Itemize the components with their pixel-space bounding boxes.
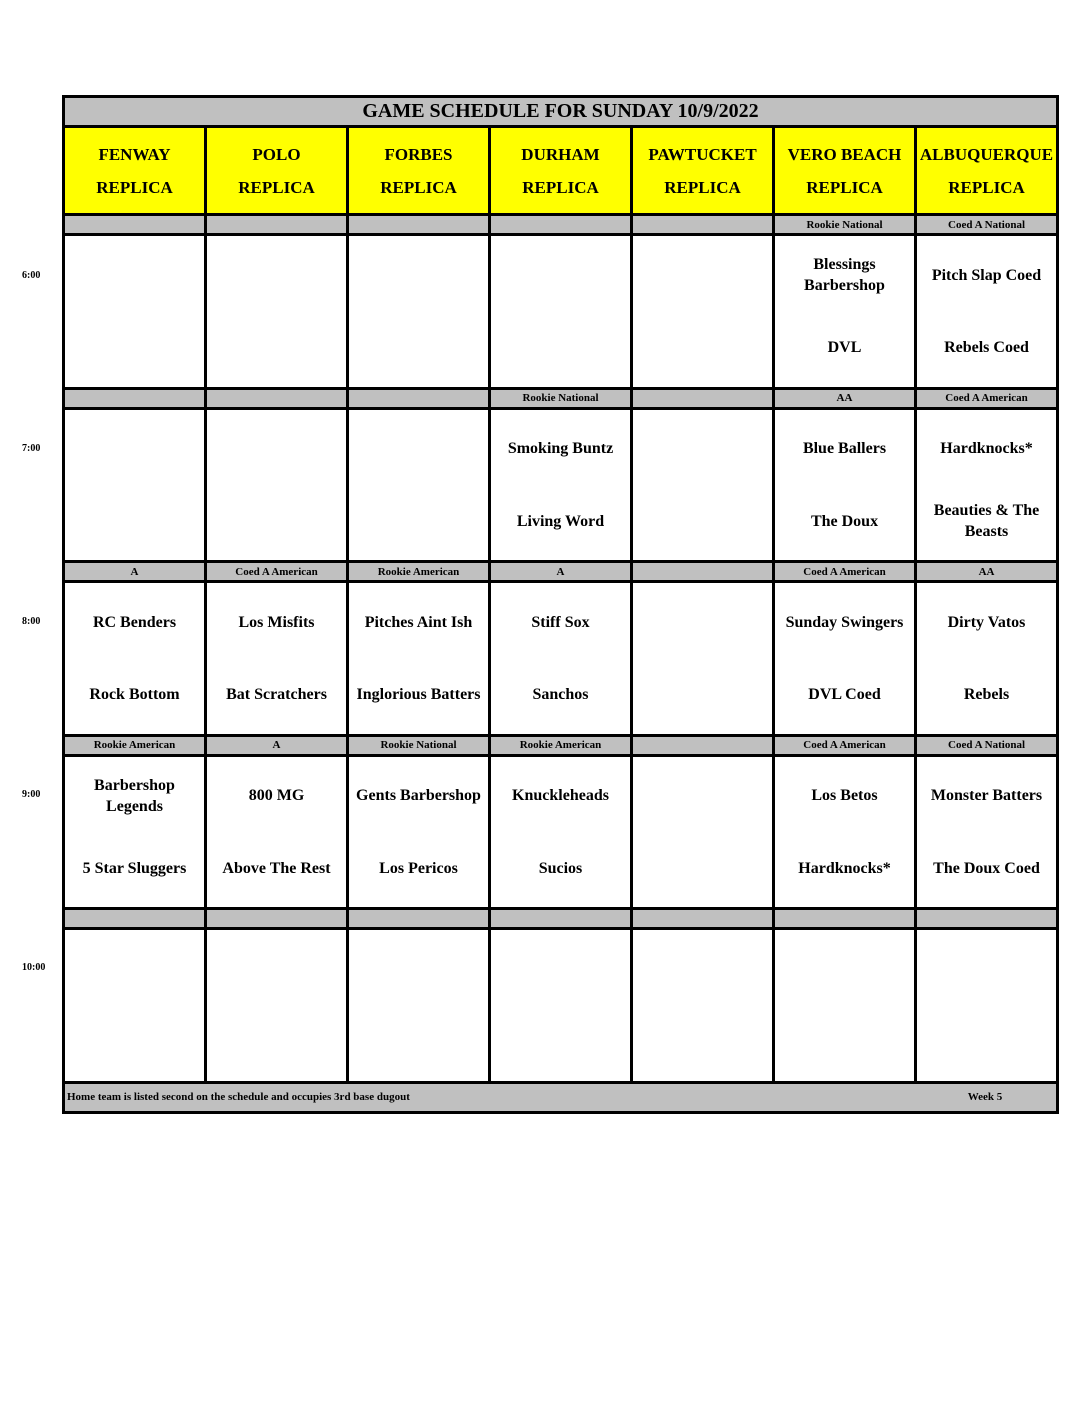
- game-cell: [632, 408, 774, 562]
- field-header-6: [916, 127, 1058, 215]
- game-cell: [206, 235, 348, 389]
- home-team: [633, 832, 772, 905]
- field-subtitle: REPLICA: [380, 177, 457, 197]
- division-label: Coed A National: [916, 735, 1058, 755]
- home-team: [633, 485, 772, 558]
- field-header-2: [348, 127, 490, 215]
- home-team: DVL Coed: [808, 686, 881, 704]
- home-team: [65, 485, 204, 558]
- division-label: Coed A American: [774, 735, 916, 755]
- home-team: [633, 312, 772, 385]
- game-cell: [348, 235, 490, 389]
- division-label: A: [64, 562, 206, 582]
- field-header-4: [632, 127, 774, 215]
- away-team: [349, 412, 488, 485]
- game-row: [64, 408, 1058, 562]
- away-team: Gents Barbershop: [356, 787, 481, 805]
- away-team: Pitch Slap Coed: [931, 266, 1042, 284]
- away-team: Hardknocks*: [940, 440, 1033, 458]
- home-team: Living Word: [516, 512, 605, 530]
- division-label: Coed A American: [206, 562, 348, 582]
- time-label: 10:00: [22, 962, 46, 973]
- home-team: [633, 658, 772, 731]
- footer-note: Home team is listed second on the schedule and occupies 3rd base dugout: [67, 1091, 410, 1104]
- home-team: Above The Rest: [222, 859, 331, 877]
- away-team: [207, 933, 346, 1006]
- game-cell: [348, 929, 490, 1083]
- home-team: Los Pericos: [379, 859, 458, 877]
- game-cell: [490, 755, 632, 909]
- game-cell: [490, 408, 632, 562]
- week-label: Week 5: [967, 1091, 1003, 1104]
- away-team: [491, 933, 630, 1006]
- time-label: 6:00: [22, 270, 41, 281]
- away-team: [349, 933, 488, 1006]
- division-label: [64, 909, 206, 929]
- home-team: [207, 1005, 346, 1078]
- home-team: 5 Star Sluggers: [82, 859, 187, 877]
- away-team: Knuckleheads: [512, 787, 609, 805]
- home-team: The Doux: [810, 512, 879, 530]
- away-team: [633, 933, 772, 1006]
- field-subtitle: REPLICA: [238, 177, 315, 197]
- away-team: [633, 412, 772, 485]
- home-team: [633, 1005, 772, 1078]
- division-label: Rookie National: [774, 215, 916, 235]
- field-header-1: [206, 127, 348, 215]
- division-label: [490, 215, 632, 235]
- away-team: [65, 239, 204, 312]
- division-row: [64, 215, 1058, 235]
- division-label: [490, 909, 632, 929]
- game-cell: [206, 408, 348, 562]
- away-team: [775, 933, 914, 1006]
- away-team: [917, 933, 1056, 1006]
- division-label: A: [490, 562, 632, 582]
- game-row: [64, 235, 1058, 389]
- time-slots: [64, 215, 1058, 1082]
- field-header-5: [774, 127, 916, 215]
- home-team: [491, 312, 630, 385]
- game-cell: [774, 582, 916, 736]
- time-label: 7:00: [22, 443, 41, 454]
- division-label: Rookie National: [490, 388, 632, 408]
- home-team: Hardknocks*: [798, 859, 891, 877]
- away-team: [65, 412, 204, 485]
- home-team: Sanchos: [532, 686, 589, 704]
- home-team: The Doux Coed: [933, 859, 1040, 877]
- division-label: [774, 909, 916, 929]
- division-label: Coed A National: [916, 215, 1058, 235]
- division-label: [348, 388, 490, 408]
- home-team: Rock Bottom: [89, 686, 180, 704]
- schedule-table: [62, 95, 1059, 1114]
- field-subtitle: REPLICA: [522, 177, 599, 197]
- division-label: [348, 215, 490, 235]
- field-name: ALBUQUERQUE: [919, 144, 1054, 164]
- home-team: [65, 1005, 204, 1078]
- game-cell: [916, 929, 1058, 1083]
- away-team: [207, 239, 346, 312]
- field-subtitle: REPLICA: [96, 177, 173, 197]
- division-row: [64, 562, 1058, 582]
- away-team: [633, 586, 772, 659]
- away-team: Pitches Aint Ish: [364, 613, 473, 631]
- away-team: Stiff Sox: [531, 613, 590, 631]
- home-team: Sucios: [538, 859, 583, 877]
- schedule-title: GAME SCHEDULE FOR SUNDAY 10/9/2022: [64, 97, 1058, 127]
- division-label: [632, 735, 774, 755]
- game-cell: [64, 755, 206, 909]
- home-team: Bat Scratchers: [226, 686, 327, 704]
- game-cell: [490, 582, 632, 736]
- division-label: [632, 215, 774, 235]
- field-subtitle: REPLICA: [806, 177, 883, 197]
- away-team: Dirty Vatos: [947, 613, 1026, 631]
- division-label: [206, 909, 348, 929]
- game-cell: [774, 929, 916, 1083]
- division-label: [632, 562, 774, 582]
- home-team: DVL: [827, 339, 862, 357]
- division-label: [348, 909, 490, 929]
- field-subtitle: REPLICA: [948, 177, 1025, 197]
- game-cell: [206, 582, 348, 736]
- field-name: PAWTUCKET: [648, 144, 757, 164]
- away-team: [207, 412, 346, 485]
- division-label: [64, 388, 206, 408]
- field-header-3: [490, 127, 632, 215]
- away-team: [633, 759, 772, 832]
- game-cell: [64, 582, 206, 736]
- away-team: Sunday Swingers: [785, 613, 904, 631]
- game-cell: [916, 235, 1058, 389]
- field-subtitle: REPLICA: [664, 177, 741, 197]
- away-team: Barbershop Legends: [94, 776, 175, 815]
- away-team: RC Benders: [92, 613, 177, 631]
- division-label: [632, 909, 774, 929]
- home-team: Beauties & The Beasts: [933, 502, 1040, 541]
- game-row: [64, 929, 1058, 1083]
- away-team: Monster Batters: [930, 787, 1043, 805]
- game-cell: [64, 929, 206, 1083]
- away-team: Blue Ballers: [802, 440, 887, 458]
- game-cell: [490, 235, 632, 389]
- game-cell: [632, 582, 774, 736]
- time-label: 8:00: [22, 616, 41, 627]
- game-cell: [632, 235, 774, 389]
- game-cell: [632, 755, 774, 909]
- division-label: [206, 388, 348, 408]
- division-row: [64, 735, 1058, 755]
- division-label: AA: [774, 388, 916, 408]
- division-label: [632, 388, 774, 408]
- field-name: POLO: [252, 144, 301, 164]
- game-cell: [206, 929, 348, 1083]
- away-team: [491, 239, 630, 312]
- time-label: 9:00: [22, 789, 41, 800]
- game-cell: [64, 235, 206, 389]
- field-name: VERO BEACH: [787, 144, 902, 164]
- division-label: AA: [916, 562, 1058, 582]
- footer-row: [64, 1082, 1058, 1112]
- game-cell: [632, 929, 774, 1083]
- game-cell: [916, 408, 1058, 562]
- field-name: FENWAY: [98, 144, 171, 164]
- away-team: Smoking Buntz: [507, 440, 614, 458]
- away-team: [633, 239, 772, 312]
- home-team: [491, 1005, 630, 1078]
- away-team: [349, 239, 488, 312]
- home-team: Inglorious Batters: [356, 686, 481, 704]
- home-team: [775, 1005, 914, 1078]
- division-row: [64, 909, 1058, 929]
- game-row: [64, 755, 1058, 909]
- division-label: Coed A American: [774, 562, 916, 582]
- field-name: FORBES: [384, 144, 453, 164]
- game-cell: [774, 755, 916, 909]
- division-label: Rookie American: [64, 735, 206, 755]
- game-row: [64, 582, 1058, 736]
- home-team: [349, 485, 488, 558]
- game-cell: [490, 929, 632, 1083]
- division-label: Rookie American: [348, 562, 490, 582]
- division-label: [916, 909, 1058, 929]
- division-label: [206, 215, 348, 235]
- home-team: Rebels Coed: [944, 339, 1029, 357]
- game-cell: [916, 582, 1058, 736]
- game-cell: [64, 408, 206, 562]
- field-name: DURHAM: [521, 144, 600, 164]
- division-label: Rookie American: [490, 735, 632, 755]
- away-team: Blessings Barbershop: [804, 256, 885, 295]
- division-label: Coed A American: [916, 388, 1058, 408]
- home-team: [207, 485, 346, 558]
- home-team: [207, 312, 346, 385]
- field-header-0: [64, 127, 206, 215]
- home-team: [917, 1005, 1056, 1078]
- home-team: [65, 312, 204, 385]
- home-team: [349, 1005, 488, 1078]
- away-team: [65, 933, 204, 1006]
- game-cell: [206, 755, 348, 909]
- game-cell: [774, 235, 916, 389]
- division-row: [64, 388, 1058, 408]
- home-team: Rebels: [963, 686, 1010, 704]
- field-header-row: [64, 127, 1058, 215]
- title-row: [64, 97, 1058, 127]
- away-team: Los Misfits: [238, 613, 315, 631]
- home-team: [349, 312, 488, 385]
- division-label: A: [206, 735, 348, 755]
- division-label: [64, 215, 206, 235]
- game-cell: [348, 582, 490, 736]
- game-cell: [348, 755, 490, 909]
- game-cell: [774, 408, 916, 562]
- game-cell: [916, 755, 1058, 909]
- away-team: 800 MG: [248, 787, 305, 805]
- game-cell: [348, 408, 490, 562]
- away-team: Los Betos: [811, 787, 878, 805]
- division-label: Rookie National: [348, 735, 490, 755]
